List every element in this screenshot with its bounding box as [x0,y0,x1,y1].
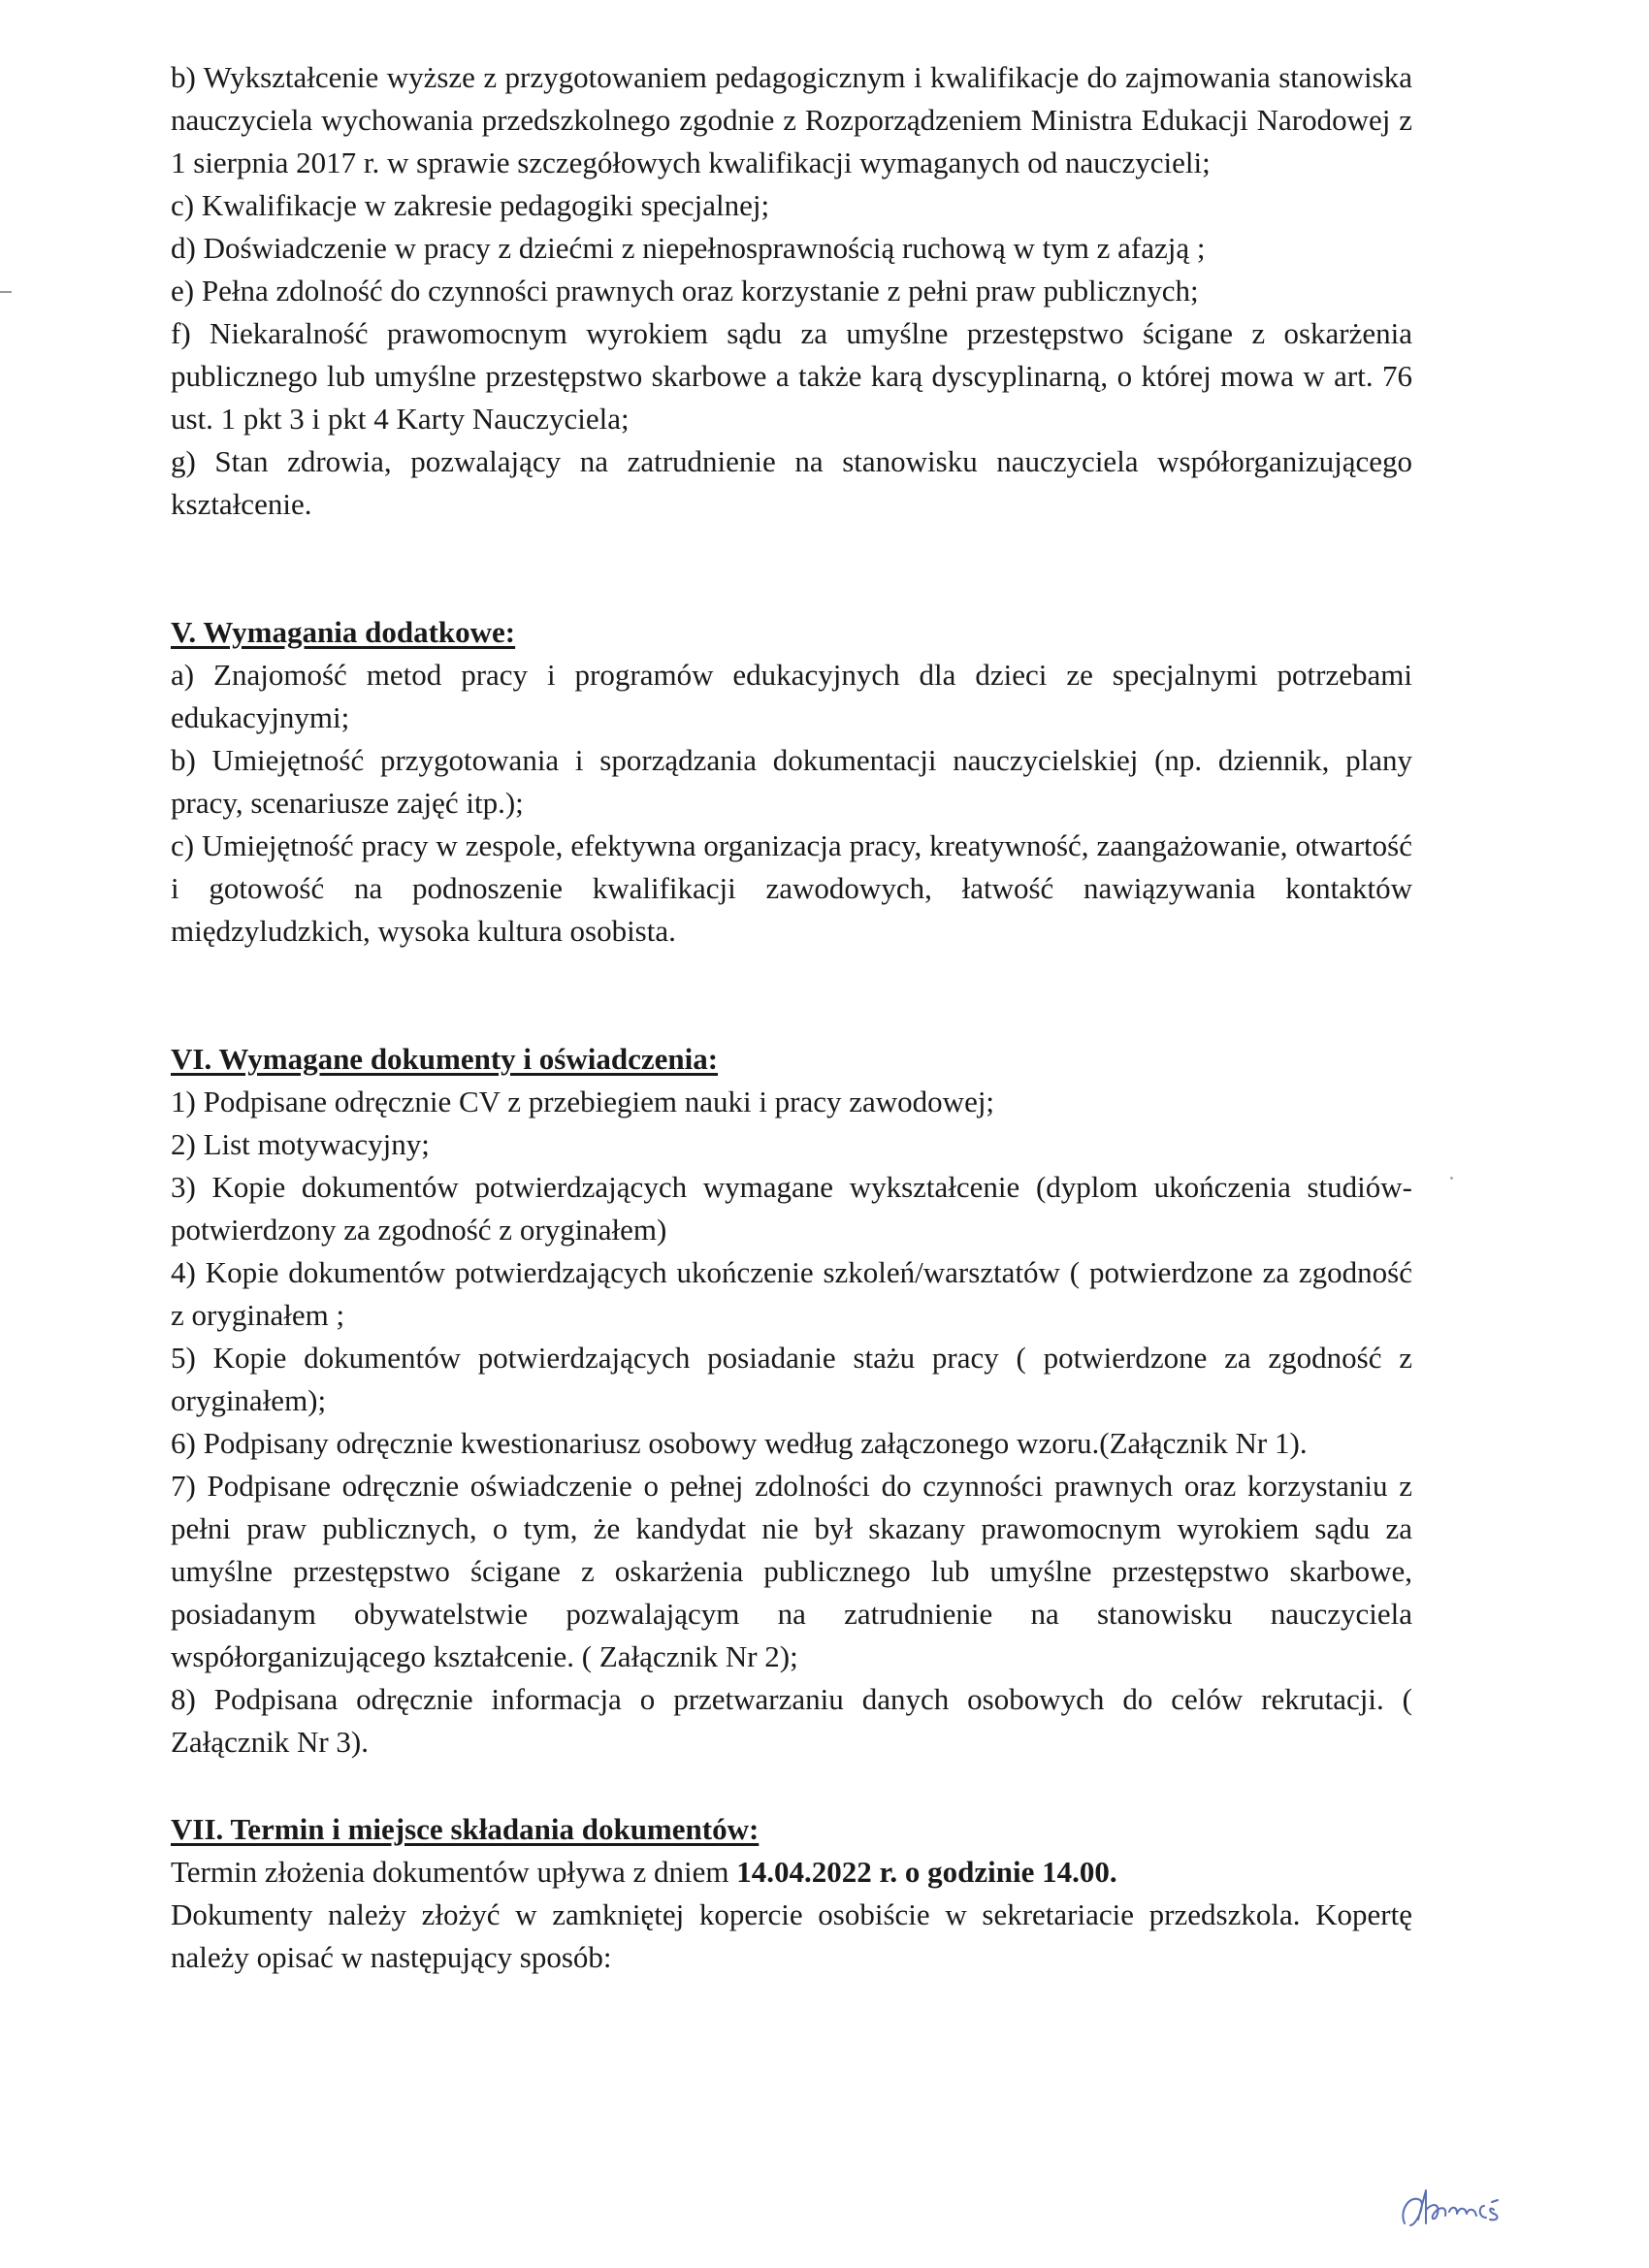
section-deadline-place [171,1808,1412,1979]
required-document-1: 1) Podpisane odręcznie CV z przebiegiem nauki i pracy zawodowej; [171,1085,995,1118]
requirement-c: c) Kwalifikacje w zakresie pedagogiki specjalnej; [171,188,770,222]
requirement-d: d) Doświadczenie w pracy z dziećmi z niepełnosprawnością ruchową w tym z afazją ; [171,231,1206,265]
section-heading-vii: VII. Termin i miejsce składania dokumentów: [171,1812,760,1846]
required-document-6: 6) Podpisany odręcznie kwestionariusz osobowy według załączonego wzoru.(Załącznik Nr 1). [171,1426,1308,1460]
requirement-b: b) Wykształcenie wyższe z przygotowaniem pedagogicznym i kwalifikacje do zajmowania stanowiska nauczyciela wychowania przedszkolnego zgodnie z Rozporządzeniem Ministra Edukacji Narodowej z 1 sierpnia 2017 r. w sprawie szczegółowych kwalifikacji wymaganych od nauczycieli; [171,60,1412,179]
scan-speck [1450,1177,1453,1180]
additional-requirement-a: a) Znajomość metod pracy i programów edukacyjnych dla dzieci ze specjalnymi potrzebami edukacyjnymi; [171,658,1412,734]
additional-requirement-c: c) Umiejętność pracy w zespole, efektywna organizacja pracy, kreatywność, zaangażowanie, otwartość i gotowość na podnoszenie kwalifikacji zawodowych, łatwość nawiązywania kontaktów międzyludzkich, wysoka kultura osobista. [171,828,1412,948]
additional-requirement-b: b) Umiejętność przygotowania i sporządzania dokumentacji nauczycielskiej (np. dziennik, plany pracy, scenariusze zajęć itp.); [171,743,1412,820]
deadline-date: 14.04.2022 r. [736,1855,898,1889]
required-document-5: 5) Kopie dokumentów potwierdzających posiadanie stażu pracy ( potwierdzone za zgodność z oryginałem); [171,1341,1412,1417]
required-document-3: 3) Kopie dokumentów potwierdzających wymagane wykształcenie (dyplom ukończenia studiów- potwierdzony za zgodność z oryginałem) [171,1170,1412,1247]
required-document-7: 7) Podpisane odręcznie oświadczenie o pełnej zdolności do czynności prawnych oraz korzystaniu z pełni praw publicznych, o tym, że kandydat nie był skazany prawomocnym wyrokiem sądu za umyślne przestępstwo ścigane z oskarżenia publicznego lub umyślne przestępstwo skarbowe, posiadanym obywatelstwie pozwalającym na zatrudnienie na stanowisku nauczyciela współorganizującego kształcenie. ( Załącznik Nr 2); [171,1469,1412,1673]
handwritten-initials-signature [1397,2181,1533,2239]
section-required-documents [171,1038,1412,1764]
scan-margin-mark [0,291,12,293]
deadline-time: o godzinie 14.00. [904,1855,1117,1889]
required-document-8: 8) Podpisana odręcznie informacja o przetwarzaniu danych osobowych do celów rekrutacji. ( Załącznik Nr 3). [171,1682,1412,1759]
deadline-prefix: Termin złożenia dokumentów upływa z dniem [171,1855,737,1889]
requirement-e: e) Pełna zdolność do czynności prawnych oraz korzystanie z pełni praw publicznych; [171,274,1199,308]
deadline-line [171,1851,1412,1894]
requirement-f: f) Niekaralność prawomocnym wyrokiem sądu za umyślne przestępstwo ścigane z oskarżenia publicznego lub umyślne przestępstwo skarbowe a także karą dyscyplinarną, o której mowa w art. 76 ust. 1 pkt 3 i pkt 4 Karty Nauczyciela; [171,316,1412,436]
required-document-4: 4) Kopie dokumentów potwierdzających ukończenie szkoleń/warsztatów ( potwierdzone za zgodność z oryginałem ; [171,1255,1412,1332]
requirements-continued [171,56,1412,526]
deadline-spacer [897,1855,905,1889]
submission-instructions: Dokumenty należy złożyć w zamkniętej kopercie osobiście w sekretariacie przedszkola. Kopertę należy opisać w następujący sposób: [171,1897,1412,1974]
section-heading-vi: VI. Wymagane dokumenty i oświadczenia: [171,1042,719,1076]
document-body [171,56,1412,1979]
section-additional-requirements [171,611,1412,953]
required-document-2: 2) List motywacyjny; [171,1127,430,1161]
requirement-g: g) Stan zdrowia, pozwalający na zatrudnienie na stanowisku nauczyciela współorganizującego kształcenie. [171,444,1412,521]
section-heading-v: V. Wymagania dodatkowe: [171,615,516,649]
